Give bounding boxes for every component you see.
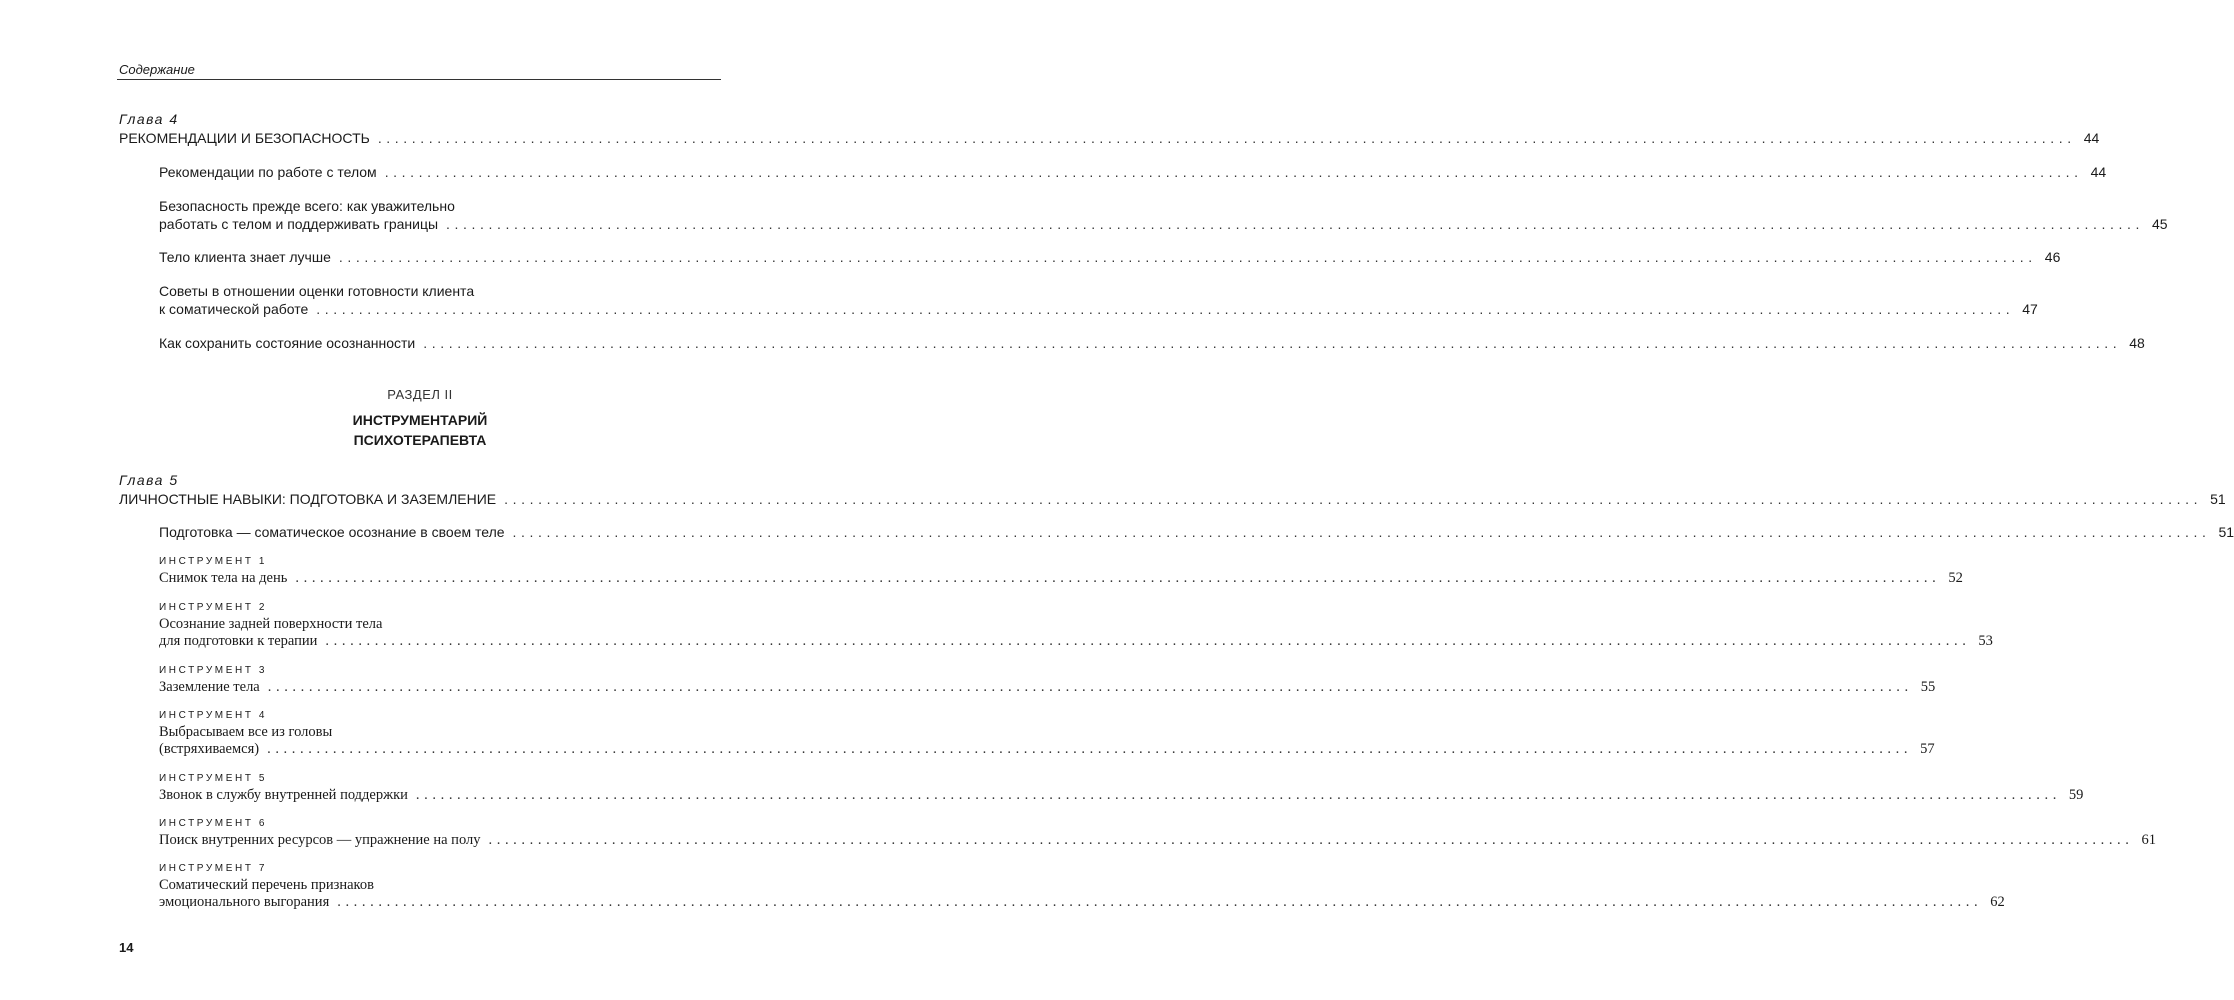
tool-page: 52 [1948,570,1963,586]
toc-entry[interactable] [159,215,2168,233]
tool-entry[interactable] [159,893,2005,911]
part-title-line1: ИНСТРУМЕНТАРИЙ [352,412,488,428]
part-label: РАЗДЕЛ II [387,387,453,402]
entry-title: Рекомендации по работе с телом [159,164,377,180]
entry-page: 51 [2218,524,2234,540]
page-number: 14 [119,940,134,955]
entry-page: 44 [2090,164,2107,180]
tool-entry[interactable] [159,831,2156,849]
tool-label: ИНСТРУМЕНТ 5 [159,773,268,784]
tool-label: ИНСТРУМЕНТ 7 [159,863,268,874]
leader-dots: ........................................................................................................................................................................................................ [384,164,2083,180]
leader-dots: ........................................................................................................................................................................................................ [316,301,2015,317]
tool-title: (встряхиваемся) [159,741,260,757]
tool-page: 62 [1990,894,2005,910]
chapter-5-title: ЛИЧНОСТНЫЕ НАВЫКИ: ПОДГОТОВКА И ЗАЗЕМЛЕНИЕ [119,491,497,507]
toc-entry[interactable] [159,248,2061,266]
tool-entry[interactable] [159,678,1936,696]
tool-title-line1: Соматический перечень признаков [159,877,374,893]
tool-page: 59 [2068,787,2084,803]
tool-title: Заземление тела [159,679,260,695]
leader-dots: ........................................................................................................................................................................................................ [512,524,2211,540]
tool-title: Поиск внутренних ресурсов — упражнение на полу [159,832,481,848]
tool-entry[interactable] [159,786,2084,804]
tool-title-line1: Выбрасываем все из головы [159,724,333,740]
leader-dots: ........................................................................................................................................................................................................ [267,679,1913,695]
leader-dots: ........................................................................................................................................................................................................ [267,741,1913,757]
toc-entry[interactable] [159,523,2234,541]
entry-title: Как сохранить состояние осознанности [159,335,416,351]
tool-entry[interactable] [159,569,1963,587]
chapter-4-page: 44 [2083,130,2100,146]
entry-title-line1: Советы в отношении оценки готовности клиента [159,283,475,299]
entry-title: работать с телом и поддерживать границы [159,216,439,232]
leader-dots: ........................................................................................................................................................................................................ [337,894,1983,910]
tool-page: 61 [2141,832,2156,848]
toc-entry[interactable] [159,163,2107,181]
leader-dots: ........................................................................................................................................................................................................ [325,633,1971,649]
entry-title: Подготовка — соматическое осознание в своем теле [159,524,505,540]
chapter-4-title: РЕКОМЕНДАЦИИ И БЕЗОПАСНОСТЬ [119,130,370,146]
leader-dots: ........................................................................................................................................................................................................ [423,335,2122,351]
entry-title-line1: Безопасность прежде всего: как уважительно [159,198,455,214]
entry-page: 47 [2022,301,2038,317]
tool-page: 57 [1920,741,1935,757]
toc-entry[interactable] [159,334,2145,352]
tool-title: Снимок тела на день [159,570,288,586]
chapter-5-entry[interactable] [119,490,2226,508]
tool-title: Звонок в службу внутренней поддержки [159,787,408,803]
part-title-line2: ПСИХОТЕРАПЕВТА [353,432,487,448]
tool-entry[interactable] [159,740,1935,758]
entry-page: 45 [2151,216,2168,232]
tool-label: ИНСТРУМЕНТ 1 [159,556,268,567]
leader-dots: ........................................................................................................................................................................................................ [504,491,2203,507]
tool-page: 53 [1978,633,1993,649]
toc-entry[interactable] [159,300,2038,318]
tool-title: эмоционального выгорания [159,894,330,910]
entry-page: 48 [2129,335,2145,351]
tool-title: для подготовки к терапии [159,633,318,649]
chapter-4-entry[interactable] [119,129,2100,147]
chapter-5-label: Глава 5 [119,472,179,488]
tool-page: 55 [1920,679,1936,695]
leader-dots: ........................................................................................................................................................................................................ [338,249,2037,265]
tool-title-line1: Осознание задней поверхности тела [159,616,383,632]
entry-title: к соматической работе [159,301,309,317]
leader-dots: ........................................................................................................................................................................................................ [488,832,2134,848]
tool-label: ИНСТРУМЕНТ 3 [159,665,268,676]
tool-label: ИНСТРУМЕНТ 6 [159,818,268,829]
chapter-4-label: Глава 4 [119,111,179,127]
tool-entry[interactable] [159,632,1993,650]
leader-dots: ........................................................................................................................................................................................................ [415,787,2061,803]
entry-page: 46 [2044,249,2061,265]
tool-label: ИНСТРУМЕНТ 2 [159,602,268,613]
leader-dots: ........................................................................................................................................................................................................ [377,130,2076,146]
entry-title: Тело клиента знает лучше [159,249,331,265]
header-rule [117,79,721,80]
chapter-5-page: 51 [2210,491,2226,507]
leader-dots: ........................................................................................................................................................................................................ [446,216,2144,232]
running-header: Содержание [119,62,195,77]
tool-label: ИНСТРУМЕНТ 4 [159,710,268,721]
leader-dots: ........................................................................................................................................................................................................ [295,570,1941,586]
